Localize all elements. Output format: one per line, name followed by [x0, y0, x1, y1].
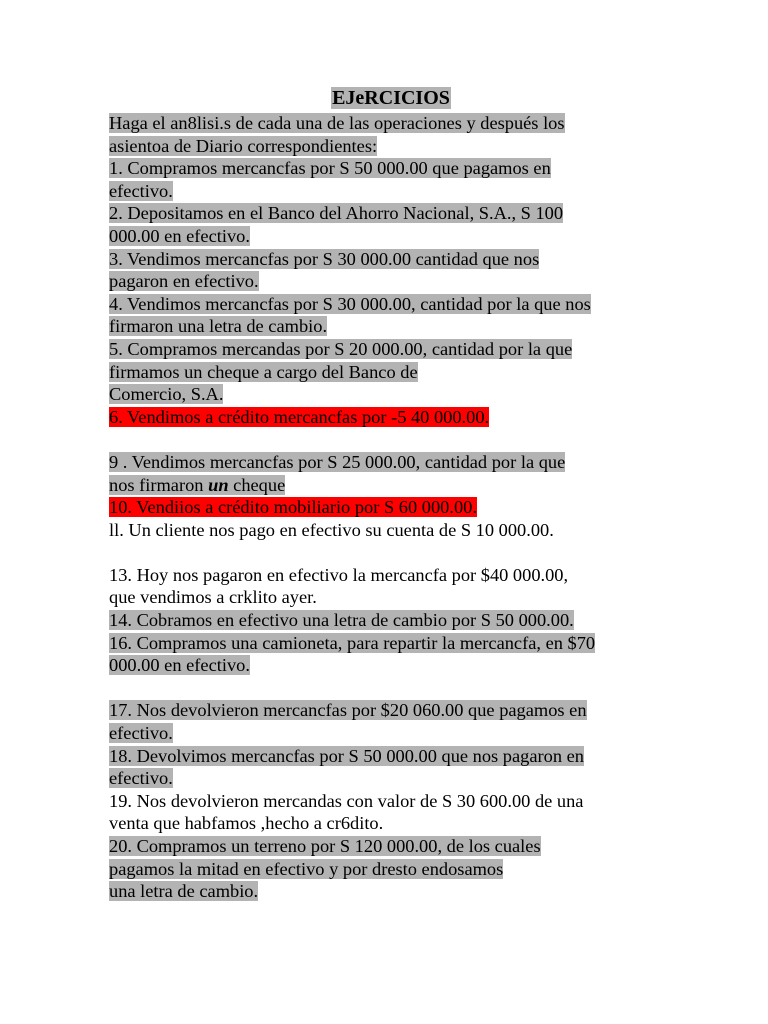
exercise-line: 17. Nos devolvieron mercancfas por $20 060.00 que pagamos en	[109, 700, 587, 721]
exercise-line: 9 . Vendimos mercancfas por S 25 000.00, cantidad por la que	[109, 451, 566, 472]
exercise-item-10	[109, 496, 669, 519]
exercise-item-1	[109, 157, 669, 202]
exercise-line: efectivo.	[109, 768, 173, 789]
exercise-item-3	[109, 248, 669, 293]
exercise-line: pagaron en efectivo.	[109, 271, 259, 292]
exercise-line-flagged: 6. Vendimos a crédito mercancfas por -5 40 000.00.	[109, 406, 490, 427]
exercise-line: 4. Vendimos mercancfas por S 30 000.00, cantidad por la que nos	[109, 293, 591, 314]
exercise-item-18	[109, 745, 669, 790]
exercise-item-11	[109, 519, 669, 542]
exercise-line: 18. Devolvimos mercancfas por S 50 000.00 que nos pagaron en	[109, 745, 584, 766]
exercise-line-part: nos firmaron	[109, 474, 209, 495]
intro-line: asientoa de Diario correspondientes:	[109, 135, 378, 156]
exercise-item-13	[109, 564, 669, 609]
exercise-line: 19. Nos devolvieron mercandas con valor de S 30 600.00 de una	[109, 790, 584, 811]
intro-paragraph	[109, 112, 669, 157]
exercise-line: 20. Compramos un terreno por S 120 000.00, de los cuales	[109, 836, 541, 856]
exercise-line: 1. Compramos mercancfas por S 50 000.00 que pagamos en	[109, 158, 551, 179]
exercise-line-part-emphasis: un	[208, 474, 229, 495]
exercise-line: firmamos un cheque a cargo del Banco de	[109, 361, 418, 382]
exercise-line: firmaron una letra de cambio.	[109, 316, 328, 337]
exercise-line: 3. Vendimos mercancfas por S 30 000.00 cantidad que nos	[109, 248, 540, 269]
exercise-line: venta que habfamos ,hecho a cr6dito.	[109, 813, 384, 834]
document-title-text: EJeRCICIOS	[332, 87, 450, 109]
document-title	[109, 86, 673, 110]
exercise-line: 14. Cobramos en efectivo una letra de cambio por S 50 000.00.	[109, 610, 574, 631]
exercise-line-part: cheque	[228, 474, 286, 495]
exercise-line-flagged: 10. Vendiios a crédito mobiliario por S 60 000.00.	[109, 497, 477, 518]
exercise-line: 2. Depositamos en el Banco del Ahorro Nacional, S.A., S 100	[109, 203, 564, 224]
exercise-line: efectivo.	[109, 723, 173, 744]
exercise-line: 000.00 en efectivo.	[109, 225, 250, 246]
exercise-line: pagamos la mitad en efectivo y por dresto endosamos	[109, 858, 504, 879]
document-page	[109, 86, 669, 903]
spacer	[109, 541, 669, 564]
exercise-item-20	[109, 835, 669, 903]
intro-line: Haga el an8lisi.s de cada una de las operaciones y después los	[109, 113, 565, 133]
exercise-item-5	[109, 338, 669, 406]
exercise-line: 13. Hoy nos pagaron en efectivo la mercancfa por $40 000.00,	[109, 564, 569, 585]
exercise-line: 5. Compramos mercandas por S 20 000.00, cantidad por la que	[109, 338, 573, 359]
exercise-item-4	[109, 293, 669, 338]
exercise-item-2	[109, 202, 669, 247]
exercise-item-17	[109, 699, 669, 744]
exercise-line: ll. Un cliente nos pago en efectivo su cuenta de S 10 000.00.	[109, 519, 554, 540]
exercise-line	[109, 475, 285, 495]
exercise-item-6	[109, 406, 669, 429]
exercise-line: 000.00 en efectivo.	[109, 655, 250, 676]
exercise-line: efectivo.	[109, 180, 173, 201]
exercise-line: que vendimos a crklito ayer.	[109, 587, 317, 608]
exercise-line: Comercio, S.A.	[109, 384, 224, 405]
exercise-line: una letra de cambio.	[109, 881, 259, 902]
exercise-item-14	[109, 609, 669, 632]
exercise-item-19	[109, 790, 669, 835]
spacer	[109, 677, 669, 700]
spacer	[109, 428, 669, 451]
exercise-item-16	[109, 632, 669, 677]
exercise-line: 16. Compramos una camioneta, para repartir la mercancfa, en $70	[109, 632, 596, 653]
exercise-item-9	[109, 451, 669, 496]
